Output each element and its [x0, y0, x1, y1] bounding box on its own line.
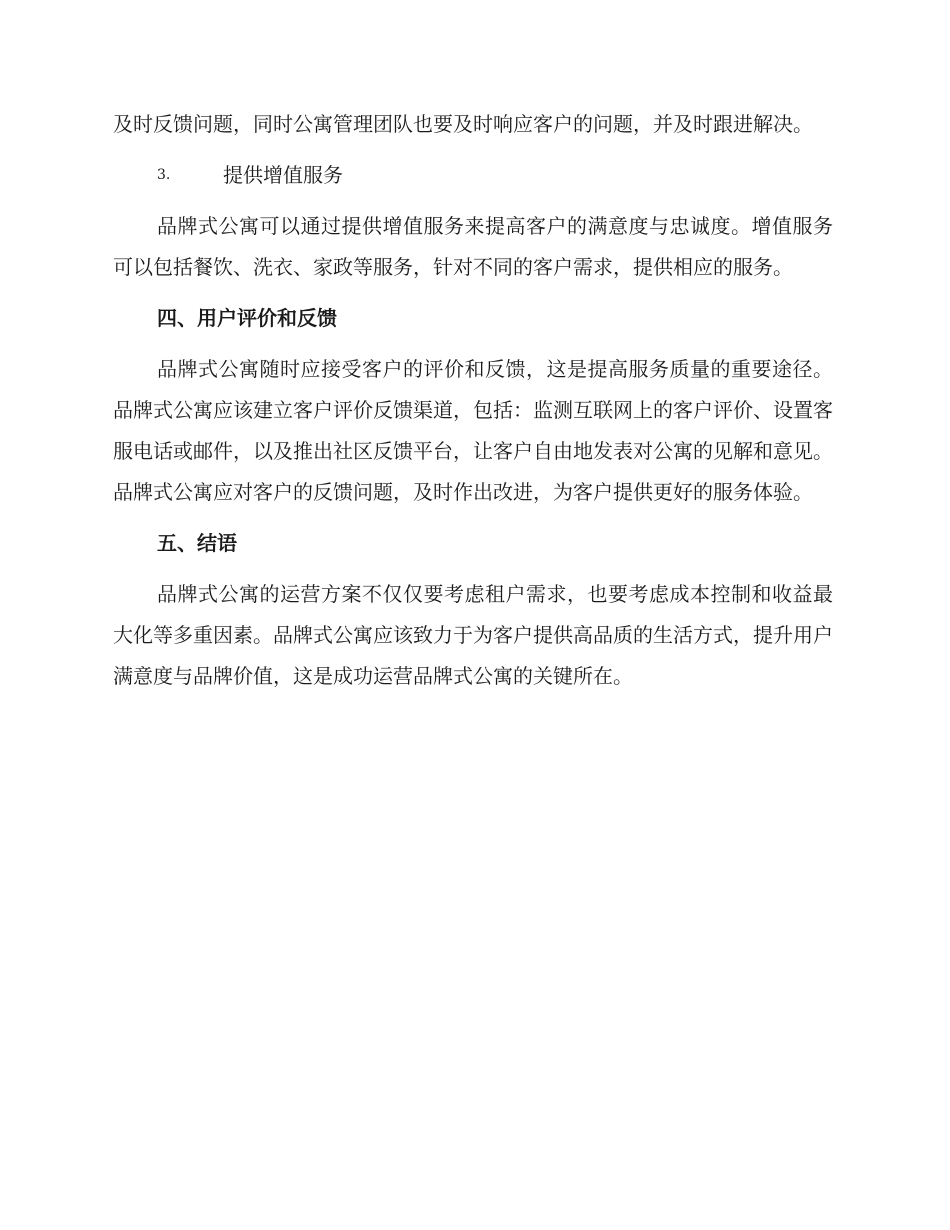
- list-number: 3.: [157, 167, 171, 183]
- document-page: [113, 104, 833, 697]
- paragraph-value-added: 品牌式公寓可以通过提供增值服务来提高客户的满意度与忠诚度。增值服务可以包括餐饮、洗衣、家政等服务，针对不同的客户需求，提供相应的服务。: [113, 214, 833, 279]
- list-item-3: [113, 155, 833, 196]
- paragraph-feedback: 品牌式公寓随时应接受客户的评价和反馈，这是提高服务质量的重要途径。品牌式公寓应该建立客户评价反馈渠道，包括：监测互联网上的客户评价、设置客服电话或邮件，以及推出社区反馈平台，让客户自由地发表对公寓的见解和意见。品牌式公寓应对客户的反馈问题，及时作出改进，为客户提供更好的服务体验。: [113, 357, 833, 504]
- list-item-title: 提供增值服务: [223, 163, 343, 187]
- paragraph-continued: 及时反馈问题，同时公寓管理团队也要及时响应客户的问题，并及时跟进解决。: [113, 112, 813, 136]
- section-heading-conclusion: 五、结语: [157, 531, 237, 555]
- paragraph-conclusion: 品牌式公寓的运营方案不仅仅要考虑租户需求，也要考虑成本控制和收益最大化等多重因素。品牌式公寓应该致力于为客户提供高品质的生活方式，提升用户满意度与品牌价值，这是成功运营品牌式公寓的关键所在。: [113, 582, 833, 688]
- section-heading-feedback: 四、用户评价和反馈: [157, 306, 337, 330]
